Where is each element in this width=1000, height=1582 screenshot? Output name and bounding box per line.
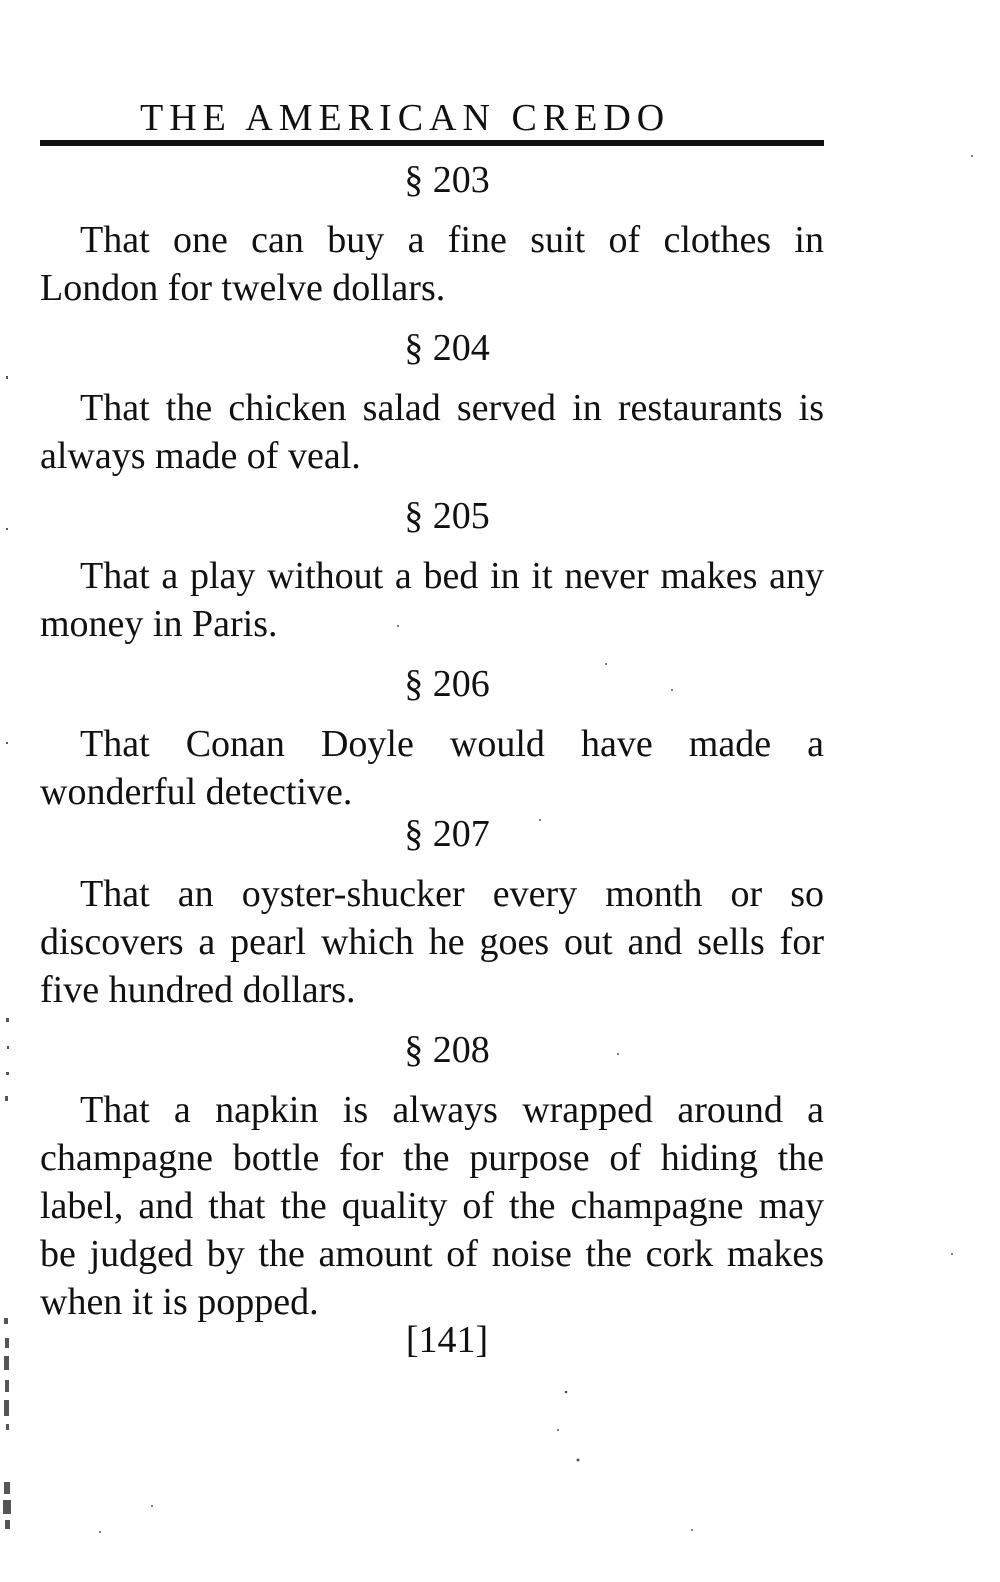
section-number: § 204 [404, 327, 490, 369]
section-number: § 206 [404, 663, 490, 705]
credo-entry: That the chicken salad served in restaurants is always made of veal. [40, 387, 824, 477]
section-number: § 207 [404, 813, 490, 855]
section-number: § 205 [404, 495, 490, 537]
header-rule [40, 140, 824, 146]
page-number: [141] [405, 1319, 489, 1361]
credo-entry: That an oyster-shucker every month or so discovers a pearl which he goes out and sells for five hundred dollars. [40, 873, 824, 1011]
credo-entry: That Conan Doyle would have made a wonderful detective. [40, 723, 824, 813]
running-head: THE AMERICAN CREDO [140, 97, 671, 139]
credo-entry: That a napkin is always wrapped around a champagne bottle for the purpose of hiding the label, and that the quality of the champagne may be judged by the amount of noise the cork makes when it is popped. [40, 1089, 824, 1323]
book-page [40, 0, 824, 1582]
credo-entry: That one can buy a fine suit of clothes in London for twelve dollars. [40, 219, 824, 309]
section-number: § 203 [404, 159, 490, 201]
credo-entry: That a play without a bed in it never makes any money in Paris. [40, 555, 824, 645]
section-number: § 208 [404, 1029, 490, 1071]
